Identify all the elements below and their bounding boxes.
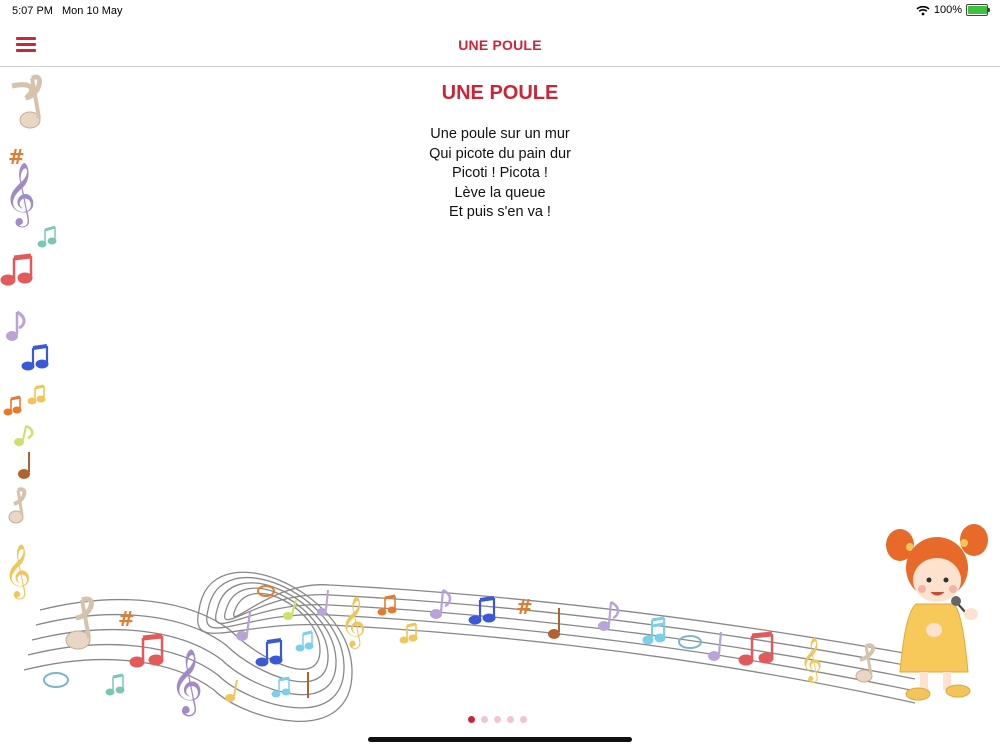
svg-text:𝄞: 𝄞 <box>340 596 367 647</box>
svg-text:#: # <box>118 607 135 631</box>
nav-bar <box>0 24 1000 67</box>
svg-text:#: # <box>8 145 25 169</box>
page-dot[interactable] <box>468 716 475 723</box>
lyric-line: Et puis s'en va ! <box>449 204 551 220</box>
lyric-line: Lève la queue <box>454 184 546 201</box>
status-time: 5:07 PM <box>12 5 53 17</box>
status-bar <box>0 0 1000 24</box>
page-dot[interactable] <box>507 716 514 723</box>
status-right <box>916 4 988 16</box>
home-indicator[interactable] <box>368 737 632 742</box>
page-dot[interactable] <box>520 716 527 723</box>
singing-girl-icon <box>886 524 988 700</box>
battery-icon <box>966 4 988 16</box>
lyrics <box>0 125 1000 223</box>
page-dot[interactable] <box>481 716 488 723</box>
svg-text:𝄞: 𝄞 <box>4 162 36 225</box>
page-indicator[interactable] <box>468 716 527 723</box>
wifi-icon <box>916 5 930 16</box>
music-staff-icon <box>24 572 915 721</box>
nav-title: UNE POULE <box>458 37 542 53</box>
svg-text:#: # <box>516 595 533 619</box>
lyric-line: Une poule sur un mur <box>430 126 570 142</box>
page-dot[interactable] <box>494 716 501 723</box>
song-title: UNE POULE <box>441 82 559 104</box>
battery-percent: 100% <box>933 4 962 16</box>
svg-text:𝄞: 𝄞 <box>170 649 204 714</box>
lyric-line: Picoti ! Picota ! <box>452 165 548 181</box>
svg-text:𝄞: 𝄞 <box>800 637 823 681</box>
lyric-line: Qui picote du pain dur <box>429 145 571 162</box>
status-date: Mon 10 May <box>62 5 123 17</box>
svg-text:𝄞: 𝄞 <box>4 543 32 597</box>
staff-notes-icon <box>44 586 873 716</box>
